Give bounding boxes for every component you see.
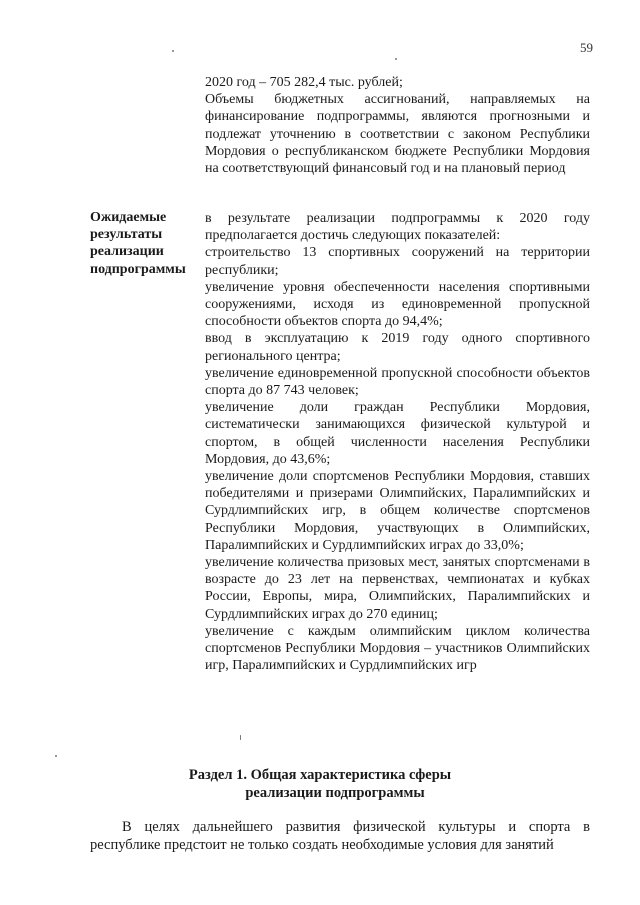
scan-speck: [395, 58, 397, 60]
result-item: увеличение доли граждан Республики Мордовия, систематически занимающихся физической культурой и спортом, в общей численности населения Республики Мордовия, до 43,6%;: [205, 400, 590, 467]
results-label-line: Ожидаемые: [90, 210, 167, 225]
results-list: [205, 210, 590, 674]
result-item: увеличение с каждым олимпийским циклом количества спортсменов Республики Мордовия – участников Олимпийских игр, Паралимпийских и Сурдлимпийских игр: [205, 623, 590, 674]
funding-continuation: [205, 74, 590, 177]
result-item: строительство 13 спортивных сооружений на территории республики;: [205, 245, 590, 278]
results-label: [90, 209, 200, 278]
results-label-line: результаты: [90, 227, 163, 243]
result-item: увеличение количества призовых мест, занятых спортсменами в возрасте до 23 лет на первенствах, чемпионатах и кубках России, Европы, мира, Олимпийских, Паралимпийских и Сурдлимпийских играх до 270 единиц;: [205, 555, 590, 622]
section-heading: [0, 766, 640, 802]
results-label-line: реализации: [90, 244, 164, 260]
results-intro: в результате реализации подпрограммы к 2020 году предполагается достичь следующих показателей:: [205, 211, 590, 244]
result-item: увеличение уровня обеспеченности населения спортивными сооружениями, исходя из единовременной пропускной способности объектов спорта до 94,4%;: [205, 279, 590, 330]
results-label-line: подпрограммы: [90, 261, 186, 277]
scan-speck: [55, 755, 57, 757]
section-heading-line: реализации подпрограммы: [245, 785, 425, 801]
scan-speck: [240, 735, 241, 740]
page-number: 59: [580, 40, 593, 55]
section-heading-line: Раздел 1. Общая характеристика сферы: [188, 767, 452, 783]
result-item: ввод в эксплуатацию к 2019 году одного спортивного регионального центра;: [205, 331, 590, 364]
section-body-paragraph: В целях дальнейшего развития физической культуры и спорта в республике предстоит не только создать необходимые условия для занятий: [90, 819, 590, 853]
scan-speck: [172, 50, 174, 52]
result-item: увеличение доли спортсменов Республики Мордовия, ставших победителями и призерами Олимпийских, Паралимпийских и Сурдлимпийских игр, в общем количестве спортсменов Республики Мордовия, участвующих в Олимпийских, Паралимпийских и Сурдлимпийских играх до 33,0%;: [205, 469, 590, 553]
funding-note: Объемы бюджетных ассигнований, направляемых на финансирование подпрограммы, являются прогнозными и подлежат уточнению в соответствии с законом Республики Мордовия о республиканском бюджете Республики Мордовия на соответствующий финансовый год и на плановый период: [205, 92, 590, 177]
result-item: увеличение единовременной пропускной способности объектов спорта до 87 743 человек;: [205, 365, 590, 399]
funding-2020-line: 2020 год – 705 282,4 тыс. рублей;: [205, 75, 403, 90]
